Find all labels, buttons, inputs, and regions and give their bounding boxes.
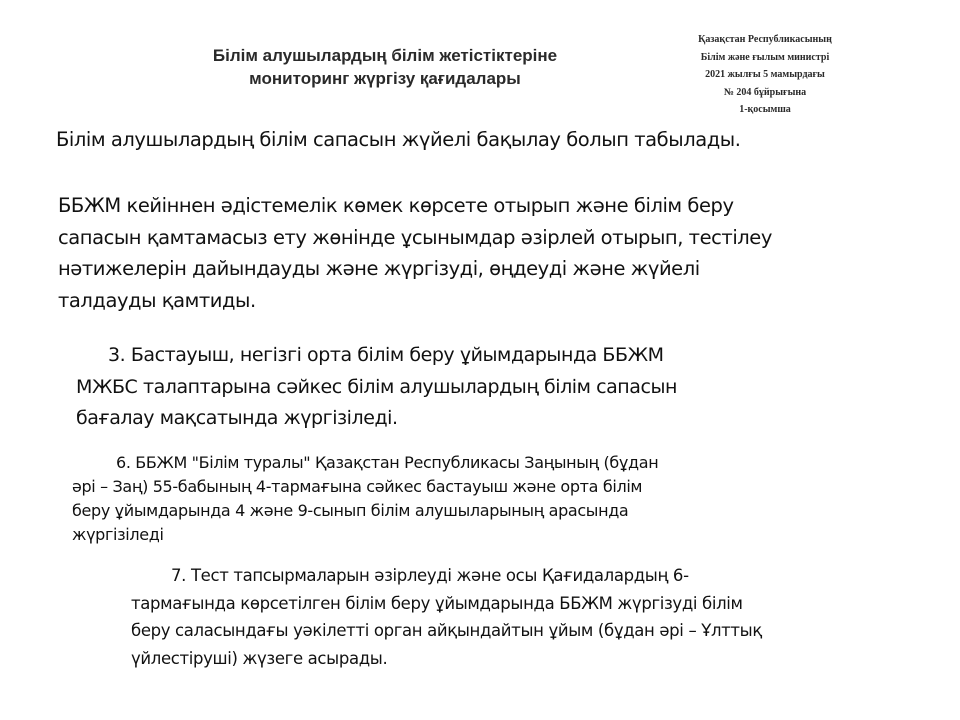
order-note-line: 2021 жылғы 5 мамырдағы xyxy=(705,69,825,80)
paragraph-item-7 xyxy=(131,562,762,672)
text-line: 6. ББЖМ "Білім туралы" Қазақстан Республикасы Заңының (бұдан xyxy=(116,453,659,472)
paragraph-definition xyxy=(56,126,740,154)
title-line: мониторинг жүргізу қағидалары xyxy=(249,69,521,88)
document-title xyxy=(150,44,620,90)
text-line: сапасын қамтамасыз ету жөнінде ұсынымдар әзірлей отырып, тестілеу xyxy=(58,225,772,249)
text-line: МЖБС талаптарына сәйкес білім алушылардың білім сапасын xyxy=(76,375,677,398)
text-line: беру саласындағы уәкілетті орган айқындайтын ұйым (бұдан әрі – Ұлттық xyxy=(131,621,762,640)
text-line: талдауды қамтиды. xyxy=(58,288,256,312)
order-note-line: № 204 бұйрығына xyxy=(723,86,807,98)
order-note-line: Қазақстан Республикасының xyxy=(698,34,832,45)
text-line: бағалау мақсатында жүргізіледі. xyxy=(76,407,398,429)
order-note-line: 1-қосымша xyxy=(739,104,791,115)
text-line: 7. Тест тапсырмаларын әзірлеуді және осы Қағидалардың 6- xyxy=(171,566,689,585)
text-line: тармағында көрсетілген білім беру ұйымдарында ББЖМ жүргізуді білім xyxy=(131,593,743,613)
paragraph-scope xyxy=(58,190,772,316)
text-line: әрі – Заң) 55-бабының 4-тармағына сәйкес бастауыш және орта білім xyxy=(72,477,643,496)
text-line: беру ұйымдарында 4 және 9-сынып білім алушыларының арасында xyxy=(72,501,629,520)
text-line: ББЖМ кейіннен әдістемелік көмек көрсете отырып және білім беру xyxy=(58,194,734,217)
text-line: үйлестіруші) жүзеге асырады. xyxy=(131,648,388,668)
paragraph-item-3 xyxy=(76,340,677,435)
text-line: нәтижелерін дайындауды және жүргізуді, өңдеуді және жүйелі xyxy=(58,257,700,280)
title-line: Білім алушылардың білім жетістіктеріне xyxy=(212,46,558,65)
text-line: 3. Бастауыш, негізгі орта білім беру ұйымдарында ББЖМ xyxy=(108,344,664,366)
order-note-line: Білім және ғылым министрі xyxy=(700,51,830,63)
order-annex-note xyxy=(650,31,880,119)
text-line: Білім алушылардың білім сапасын жүйелі бақылау болып табылады. xyxy=(56,128,741,151)
text-line: жүргізіледі xyxy=(72,525,164,544)
paragraph-item-6 xyxy=(72,451,658,547)
